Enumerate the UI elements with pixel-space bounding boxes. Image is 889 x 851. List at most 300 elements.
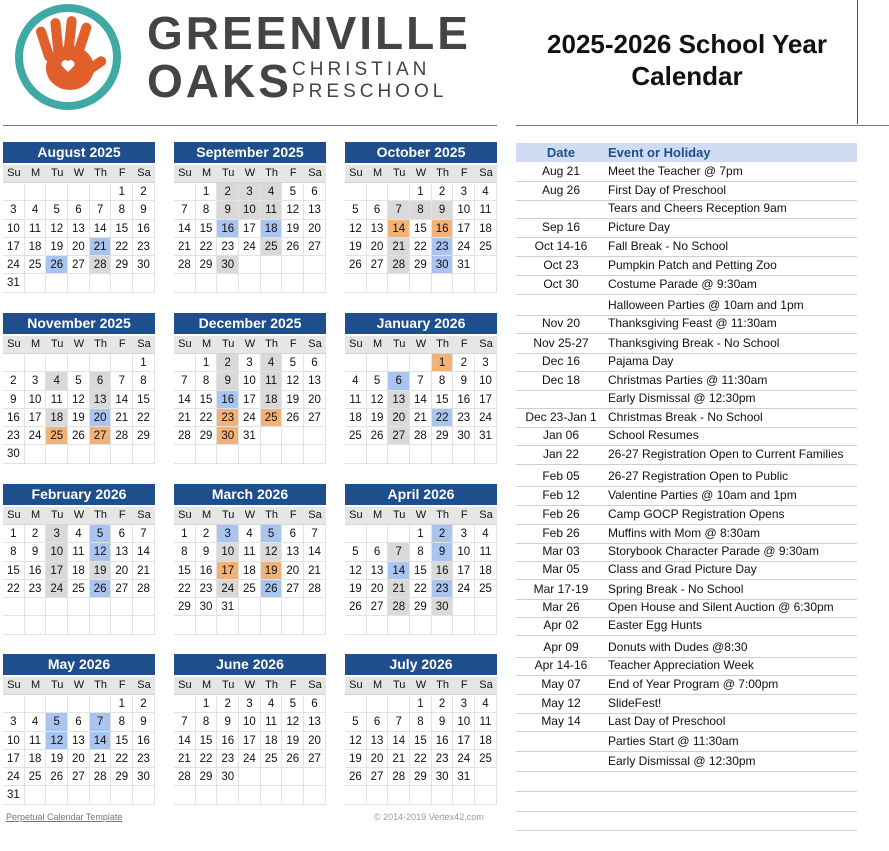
day-cell: 13 xyxy=(68,220,90,238)
day-cell: 8 xyxy=(196,713,218,731)
empty-cell xyxy=(111,445,133,463)
day-cell: 31 xyxy=(453,256,475,274)
empty-cell xyxy=(90,274,112,292)
day-cell: 28 xyxy=(388,598,410,616)
day-cell: 28 xyxy=(90,256,112,274)
day-cell: 27 xyxy=(367,256,389,274)
day-cell: 6 xyxy=(304,183,326,201)
day-cell: 16 xyxy=(217,732,239,750)
day-cell: 22 xyxy=(410,750,432,768)
day-cell: 5 xyxy=(282,183,304,201)
day-cell: 22 xyxy=(410,580,432,598)
day-cell: 6 xyxy=(367,713,389,731)
day-cell: 31 xyxy=(3,274,25,292)
template-link[interactable]: Perpetual Calendar Template xyxy=(6,812,123,822)
empty-cell xyxy=(261,427,283,445)
day-cell: 31 xyxy=(453,768,475,786)
day-cell: 4 xyxy=(475,695,497,713)
day-cell: 16 xyxy=(217,220,239,238)
day-cell: 27 xyxy=(367,598,389,616)
day-cell: 30 xyxy=(196,598,218,616)
day-cell: 9 xyxy=(3,391,25,409)
weekday-header: M xyxy=(196,165,218,183)
weekday-header: M xyxy=(196,336,218,354)
day-cell: 21 xyxy=(90,238,112,256)
month-calendar xyxy=(345,484,497,635)
brand-name-line1: GREENVILLE xyxy=(147,7,471,59)
day-cell: 5 xyxy=(261,525,283,543)
day-cell: 7 xyxy=(90,713,112,731)
event-name: Tears and Cheers Reception 9am xyxy=(608,201,787,215)
day-cell: 23 xyxy=(432,238,454,256)
day-cell: 26 xyxy=(345,598,367,616)
event-name: School Resumes xyxy=(608,428,699,442)
day-cell: 1 xyxy=(410,525,432,543)
day-cell: 6 xyxy=(282,525,304,543)
day-cell: 29 xyxy=(196,427,218,445)
day-cell: 23 xyxy=(217,409,239,427)
day-cell: 4 xyxy=(345,372,367,390)
weekday-header: W xyxy=(239,677,261,695)
day-cell: 3 xyxy=(475,354,497,372)
day-cell: 2 xyxy=(133,695,155,713)
day-cell: 20 xyxy=(111,562,133,580)
event-name: Parties Start @ 11:30am xyxy=(608,734,739,748)
day-cell: 30 xyxy=(453,427,475,445)
day-cell: 22 xyxy=(432,409,454,427)
day-cell: 31 xyxy=(217,598,239,616)
weekday-header: Th xyxy=(90,165,112,183)
day-cell: 12 xyxy=(367,391,389,409)
copyright: © 2014-2019 Vertex42.com xyxy=(374,812,484,822)
weekday-header: F xyxy=(453,336,475,354)
day-cell: 16 xyxy=(133,220,155,238)
day-cell: 12 xyxy=(261,543,283,561)
day-cell: 5 xyxy=(345,201,367,219)
month-title: December 2025 xyxy=(174,313,326,334)
event-row xyxy=(516,487,857,506)
empty-cell xyxy=(25,695,47,713)
day-cell: 12 xyxy=(345,562,367,580)
empty-cell xyxy=(174,354,196,372)
weekday-header: Tu xyxy=(217,165,239,183)
empty-cell xyxy=(239,768,261,786)
empty-cell xyxy=(432,445,454,463)
event-row xyxy=(516,732,857,752)
event-row xyxy=(516,446,857,465)
event-name: Christmas Parties @ 11:30am xyxy=(608,373,768,387)
month-days xyxy=(174,507,326,635)
event-name: End of Year Program @ 7:00pm xyxy=(608,677,779,691)
event-name: First Day of Preschool xyxy=(608,183,727,197)
day-cell: 7 xyxy=(388,201,410,219)
day-cell: 3 xyxy=(453,525,475,543)
day-cell: 16 xyxy=(25,562,47,580)
day-cell: 15 xyxy=(111,220,133,238)
empty-cell xyxy=(239,274,261,292)
event-date: Apr 02 xyxy=(543,618,579,632)
day-cell: 1 xyxy=(111,695,133,713)
empty-cell xyxy=(3,695,25,713)
weekday-header: Sa xyxy=(133,677,155,695)
day-cell: 27 xyxy=(367,768,389,786)
day-cell: 26 xyxy=(367,427,389,445)
day-cell: 15 xyxy=(133,391,155,409)
day-cell: 3 xyxy=(3,713,25,731)
day-cell: 29 xyxy=(133,427,155,445)
day-cell: 13 xyxy=(304,372,326,390)
empty-cell xyxy=(367,695,389,713)
day-cell: 1 xyxy=(196,354,218,372)
day-cell: 9 xyxy=(217,201,239,219)
day-cell: 20 xyxy=(68,238,90,256)
day-cell: 29 xyxy=(174,598,196,616)
day-cell: 2 xyxy=(217,183,239,201)
day-cell: 27 xyxy=(111,580,133,598)
day-cell: 25 xyxy=(261,238,283,256)
divider xyxy=(516,125,889,126)
day-cell: 14 xyxy=(388,732,410,750)
day-cell: 28 xyxy=(388,768,410,786)
day-cell: 8 xyxy=(174,543,196,561)
brand-name-line3: CHRISTIAN xyxy=(292,59,431,80)
empty-cell xyxy=(68,274,90,292)
day-cell: 24 xyxy=(453,238,475,256)
events-header xyxy=(516,143,857,162)
month-calendar xyxy=(174,654,326,805)
empty-cell xyxy=(410,354,432,372)
empty-cell xyxy=(25,598,47,616)
day-cell: 21 xyxy=(174,750,196,768)
empty-cell xyxy=(25,616,47,634)
day-cell: 17 xyxy=(453,732,475,750)
event-row xyxy=(516,812,857,831)
month-calendar xyxy=(3,313,155,464)
day-cell: 30 xyxy=(432,598,454,616)
day-cell: 24 xyxy=(475,409,497,427)
day-cell: 15 xyxy=(196,220,218,238)
day-cell: 27 xyxy=(282,580,304,598)
day-cell: 3 xyxy=(3,201,25,219)
event-row xyxy=(516,465,857,487)
empty-cell xyxy=(345,354,367,372)
day-cell: 25 xyxy=(475,238,497,256)
day-cell: 26 xyxy=(282,238,304,256)
weekday-header: Su xyxy=(174,165,196,183)
day-cell: 26 xyxy=(46,256,68,274)
day-cell: 11 xyxy=(261,201,283,219)
day-cell: 8 xyxy=(111,713,133,731)
day-cell: 15 xyxy=(111,732,133,750)
month-title: August 2025 xyxy=(3,142,155,163)
empty-cell xyxy=(196,445,218,463)
event-name: Easter Egg Hunts xyxy=(608,618,703,632)
day-cell: 2 xyxy=(25,525,47,543)
event-row xyxy=(516,562,857,580)
day-cell: 16 xyxy=(196,562,218,580)
day-cell: 24 xyxy=(239,750,261,768)
day-cell: 8 xyxy=(196,201,218,219)
day-cell: 21 xyxy=(388,750,410,768)
empty-cell xyxy=(261,598,283,616)
day-cell: 13 xyxy=(367,732,389,750)
day-cell: 18 xyxy=(25,238,47,256)
event-name: Pajama Day xyxy=(608,354,674,368)
day-cell: 20 xyxy=(388,409,410,427)
day-cell: 13 xyxy=(90,391,112,409)
day-cell: 23 xyxy=(432,750,454,768)
day-cell: 23 xyxy=(196,580,218,598)
month-days xyxy=(345,507,497,635)
day-cell: 23 xyxy=(217,238,239,256)
weekday-header: M xyxy=(25,507,47,525)
event-row xyxy=(516,506,857,525)
empty-cell xyxy=(282,786,304,804)
day-cell: 12 xyxy=(282,372,304,390)
weekday-header: W xyxy=(239,507,261,525)
event-row xyxy=(516,316,857,334)
day-cell: 9 xyxy=(432,713,454,731)
month-days xyxy=(345,165,497,293)
day-cell: 30 xyxy=(3,445,25,463)
day-cell: 24 xyxy=(25,427,47,445)
event-name: Donuts with Dudes @8:30 xyxy=(608,640,748,654)
empty-cell xyxy=(239,616,261,634)
day-cell: 12 xyxy=(90,543,112,561)
weekday-header: Th xyxy=(432,677,454,695)
event-name: SlideFest! xyxy=(608,696,662,710)
weekday-header: Su xyxy=(345,336,367,354)
day-cell: 19 xyxy=(68,409,90,427)
weekday-header: W xyxy=(410,507,432,525)
empty-cell xyxy=(388,616,410,634)
weekday-header: Tu xyxy=(217,336,239,354)
day-cell: 19 xyxy=(90,562,112,580)
day-cell: 8 xyxy=(432,372,454,390)
day-cell: 7 xyxy=(174,713,196,731)
weekday-header: F xyxy=(111,165,133,183)
day-cell: 2 xyxy=(432,525,454,543)
empty-cell xyxy=(111,274,133,292)
empty-cell xyxy=(68,445,90,463)
day-cell: 17 xyxy=(453,562,475,580)
day-cell: 14 xyxy=(174,220,196,238)
day-cell: 30 xyxy=(432,256,454,274)
day-cell: 23 xyxy=(217,750,239,768)
empty-cell xyxy=(25,445,47,463)
empty-cell xyxy=(46,183,68,201)
day-cell: 8 xyxy=(111,201,133,219)
event-date: May 12 xyxy=(541,696,581,710)
day-cell: 4 xyxy=(25,713,47,731)
day-cell: 18 xyxy=(475,562,497,580)
event-name: Storybook Character Parade @ 9:30am xyxy=(608,544,819,558)
day-cell: 6 xyxy=(90,372,112,390)
day-cell: 28 xyxy=(410,427,432,445)
day-cell: 14 xyxy=(388,562,410,580)
day-cell: 26 xyxy=(282,409,304,427)
day-cell: 27 xyxy=(68,256,90,274)
weekday-header: Su xyxy=(345,677,367,695)
month-days xyxy=(174,336,326,464)
weekday-header: Tu xyxy=(388,165,410,183)
event-date: Mar 05 xyxy=(542,562,580,576)
month-days xyxy=(3,165,155,293)
day-cell: 20 xyxy=(367,750,389,768)
day-cell: 27 xyxy=(304,750,326,768)
weekday-header: W xyxy=(410,336,432,354)
weekday-header: Su xyxy=(3,336,25,354)
day-cell: 19 xyxy=(261,562,283,580)
day-cell: 22 xyxy=(196,238,218,256)
weekday-header: F xyxy=(111,336,133,354)
empty-cell xyxy=(475,256,497,274)
day-cell: 24 xyxy=(453,750,475,768)
event-name: Early Dismissal @ 12:30pm xyxy=(608,391,756,405)
empty-cell xyxy=(304,445,326,463)
empty-cell xyxy=(90,695,112,713)
event-name: Picture Day xyxy=(608,220,671,234)
day-cell: 30 xyxy=(432,768,454,786)
day-cell: 19 xyxy=(46,750,68,768)
day-cell: 10 xyxy=(3,220,25,238)
event-date: Apr 14-16 xyxy=(534,658,588,672)
weekday-header: M xyxy=(25,336,47,354)
empty-cell xyxy=(239,256,261,274)
weekday-header: F xyxy=(282,507,304,525)
day-cell: 3 xyxy=(46,525,68,543)
empty-cell xyxy=(304,274,326,292)
day-cell: 13 xyxy=(68,732,90,750)
day-cell: 26 xyxy=(261,580,283,598)
weekday-header: Tu xyxy=(388,336,410,354)
day-cell: 20 xyxy=(90,409,112,427)
empty-cell xyxy=(410,445,432,463)
day-cell: 14 xyxy=(90,220,112,238)
day-cell: 6 xyxy=(304,354,326,372)
day-cell: 25 xyxy=(25,256,47,274)
weekday-header: F xyxy=(282,165,304,183)
weekday-header: M xyxy=(367,677,389,695)
day-cell: 16 xyxy=(432,562,454,580)
weekday-header: Sa xyxy=(475,165,497,183)
day-cell: 11 xyxy=(345,391,367,409)
event-date: May 14 xyxy=(541,714,581,728)
day-cell: 5 xyxy=(282,354,304,372)
empty-cell xyxy=(133,445,155,463)
event-name: Fall Break - No School xyxy=(608,239,729,253)
empty-cell xyxy=(25,354,47,372)
day-cell: 10 xyxy=(239,201,261,219)
month-calendar xyxy=(174,142,326,293)
day-cell: 15 xyxy=(410,220,432,238)
day-cell: 11 xyxy=(261,372,283,390)
day-cell: 21 xyxy=(174,409,196,427)
event-row xyxy=(516,391,857,409)
day-cell: 20 xyxy=(304,220,326,238)
day-cell: 24 xyxy=(453,580,475,598)
weekday-header: M xyxy=(196,677,218,695)
day-cell: 29 xyxy=(196,256,218,274)
month-calendar xyxy=(345,313,497,464)
day-cell: 18 xyxy=(25,750,47,768)
day-cell: 11 xyxy=(475,713,497,731)
event-date: Mar 03 xyxy=(542,544,580,558)
day-cell: 13 xyxy=(282,543,304,561)
day-cell: 6 xyxy=(367,543,389,561)
day-cell: 30 xyxy=(217,427,239,445)
day-cell: 23 xyxy=(133,750,155,768)
empty-cell xyxy=(25,274,47,292)
month-title: November 2025 xyxy=(3,313,155,334)
day-cell: 23 xyxy=(25,580,47,598)
day-cell: 5 xyxy=(68,372,90,390)
day-cell: 19 xyxy=(345,238,367,256)
weekday-header: W xyxy=(68,336,90,354)
weekday-header: Sa xyxy=(304,165,326,183)
day-cell: 15 xyxy=(432,391,454,409)
day-cell: 5 xyxy=(282,695,304,713)
month-calendar xyxy=(174,484,326,635)
day-cell: 9 xyxy=(217,372,239,390)
weekday-header: M xyxy=(367,165,389,183)
empty-cell xyxy=(304,598,326,616)
empty-cell xyxy=(282,256,304,274)
day-cell: 24 xyxy=(239,409,261,427)
day-cell: 13 xyxy=(304,201,326,219)
day-cell: 22 xyxy=(111,238,133,256)
day-cell: 25 xyxy=(46,427,68,445)
day-cell: 28 xyxy=(388,256,410,274)
empty-cell xyxy=(46,616,68,634)
event-name: Teacher Appreciation Week xyxy=(608,658,754,672)
empty-cell xyxy=(217,786,239,804)
day-cell: 28 xyxy=(90,768,112,786)
day-cell: 12 xyxy=(345,220,367,238)
empty-cell xyxy=(46,786,68,804)
empty-cell xyxy=(68,616,90,634)
day-cell: 31 xyxy=(475,427,497,445)
day-cell: 13 xyxy=(367,220,389,238)
day-cell: 2 xyxy=(453,354,475,372)
day-cell: 21 xyxy=(90,750,112,768)
weekday-header: Th xyxy=(261,507,283,525)
day-cell: 29 xyxy=(410,768,432,786)
day-cell: 9 xyxy=(133,713,155,731)
weekday-header: Sa xyxy=(475,507,497,525)
day-cell: 11 xyxy=(261,713,283,731)
event-date: Feb 26 xyxy=(542,526,580,540)
event-date: Nov 25-27 xyxy=(533,336,589,350)
day-cell: 31 xyxy=(3,786,25,804)
brand-name-line4: PRESCHOOL xyxy=(292,81,448,102)
empty-cell xyxy=(261,616,283,634)
month-days xyxy=(3,336,155,464)
weekday-header: Tu xyxy=(388,507,410,525)
event-column-header: Event or Holiday xyxy=(608,145,711,160)
event-name: Spring Break - No School xyxy=(608,582,744,596)
day-cell: 11 xyxy=(239,543,261,561)
day-cell: 3 xyxy=(239,695,261,713)
empty-cell xyxy=(367,274,389,292)
empty-cell xyxy=(196,274,218,292)
day-cell: 11 xyxy=(68,543,90,561)
day-cell: 14 xyxy=(90,732,112,750)
event-name: Open House and Silent Auction @ 6:30pm xyxy=(608,600,834,614)
day-cell: 27 xyxy=(68,768,90,786)
day-cell: 2 xyxy=(432,695,454,713)
event-name: Pumpkin Patch and Petting Zoo xyxy=(608,258,777,272)
